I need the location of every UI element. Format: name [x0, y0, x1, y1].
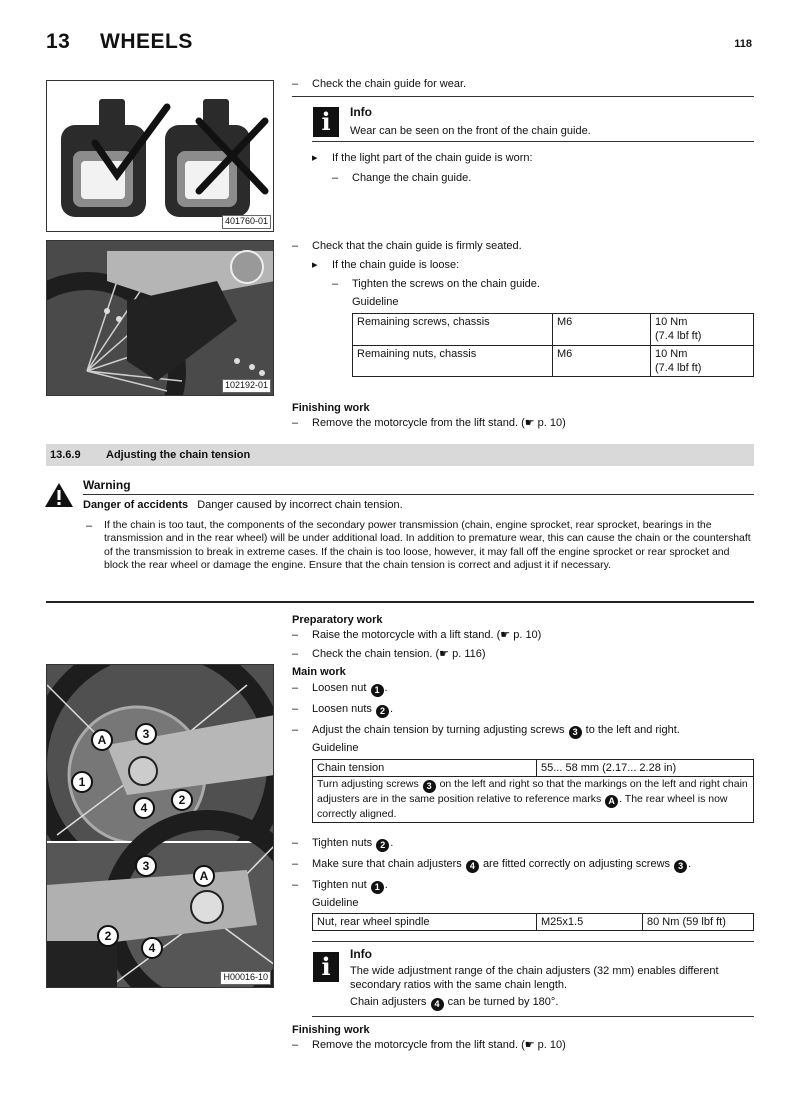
- table-row: [313, 777, 754, 823]
- guideline-label: Guideline: [312, 742, 359, 754]
- table-cell: M6: [553, 345, 651, 377]
- chain-guide-photo: [46, 240, 274, 396]
- divider: [46, 601, 754, 603]
- step-loosen-nut: – Loosen nut 1 .: [292, 682, 388, 695]
- ref-1-icon: 1: [371, 881, 384, 894]
- chain-tension-table: [312, 759, 754, 823]
- table-cell: Remaining nuts, chassis: [353, 345, 553, 377]
- spindle-torque-table: [312, 913, 754, 931]
- table-cell: Nut, rear wheel spindle: [313, 914, 537, 931]
- condition-worn: ▸ If the light part of the chain guide is worn:: [312, 152, 533, 164]
- action-change-chain-guide: – Change the chain guide.: [332, 172, 472, 184]
- finishing-work-label: Finishing work: [292, 402, 370, 414]
- danger-line: [83, 498, 403, 512]
- step-check-chain-tension: – Check the chain tension. (☛ p. 116): [292, 648, 486, 660]
- callout-4: 4: [141, 937, 163, 959]
- ref-1-icon: 1: [371, 684, 384, 697]
- callout-2: 2: [171, 789, 193, 811]
- step-tighten-nuts: – Tighten nuts 2 .: [292, 837, 394, 850]
- chain-guide-illustration: [47, 81, 274, 232]
- callout-a: A: [91, 729, 113, 751]
- main-work-label: Main work: [292, 666, 346, 678]
- guideline-label: Guideline: [352, 296, 399, 308]
- finishing-work-label: Finishing work: [292, 1024, 370, 1036]
- step-adjust-tension: – Adjust the chain tension by turning adjusting screws 3 to the left and right.: [292, 724, 680, 737]
- warning-title: Warning: [83, 478, 131, 492]
- step-tighten-nut: – Tighten nut 1 .: [292, 879, 388, 892]
- preparatory-work-label: Preparatory work: [292, 614, 383, 626]
- table-row: [313, 914, 754, 931]
- table-cell: 10 Nm (7.4 lbf ft): [651, 345, 754, 377]
- chain-guide-wear-figure: [46, 80, 274, 232]
- info-title: Info: [350, 947, 372, 961]
- divider: [312, 141, 754, 142]
- table-cell: Turn adjusting screws 3 on the left and right so that the markings on the left and right chain adjusters are in the same position relative to reference marks A . The rear wheel is now correctly aligned.: [313, 777, 754, 823]
- step-check-chain-guide-wear: – Check the chain guide for wear.: [292, 78, 467, 90]
- info-icon: i: [313, 107, 339, 137]
- callout-3: 3: [135, 723, 157, 745]
- figure-caption: 401760-01: [222, 215, 271, 229]
- ref-3-icon: 3: [674, 860, 687, 873]
- ref-a-icon: A: [605, 795, 618, 808]
- section-title: Adjusting the chain tension: [106, 449, 251, 461]
- table-cell: 80 Nm (59 lbf ft): [643, 914, 754, 931]
- guideline-label: Guideline: [312, 897, 359, 909]
- divider: [312, 1016, 754, 1017]
- ref-4-icon: 4: [431, 998, 444, 1011]
- chain-adjuster-photo: [46, 664, 274, 988]
- section-number: 13.6.9: [50, 449, 81, 461]
- table-cell: M25x1.5: [537, 914, 643, 931]
- danger-text: Danger caused by incorrect chain tension.: [197, 499, 403, 511]
- info-text: Wear can be seen on the front of the chain guide.: [350, 125, 591, 137]
- figure-caption: 102192-01: [222, 379, 271, 393]
- callout-a: A: [193, 865, 215, 887]
- info-text: The wide adjustment range of the chain adjusters (32 mm) enables different secondary ratios with the same chain length.: [350, 965, 719, 992]
- table-cell: Remaining screws, chassis: [353, 314, 553, 346]
- divider: [292, 96, 754, 97]
- figure-caption: H00016-10: [220, 971, 271, 985]
- ref-2-icon: 2: [376, 705, 389, 718]
- warning-icon: [44, 482, 74, 512]
- ref-3-icon: 3: [569, 726, 582, 739]
- callout-1: 1: [71, 771, 93, 793]
- step-check-adjusters: – Make sure that chain adjusters 4 are fitted correctly on adjusting screws 3 .: [292, 858, 692, 871]
- chapter-title: WHEELS: [100, 30, 193, 53]
- danger-label: Danger of accidents: [83, 499, 189, 511]
- ref-3-icon: 3: [423, 780, 436, 793]
- info-text-adjusters: Chain adjusters 4 can be turned by 180°.: [350, 996, 559, 1009]
- action-tighten-screws: – Tighten the screws on the chain guide.: [332, 278, 540, 290]
- warning-body: If the chain is too taut, the components of the secondary power transmission (chain, engine sprocket, rear sprocket, bearings in the transmission and in the rear wheel) will be under additional load. In addition to premature wear, this can cause the chain or the countershaft of the transmission to break in extreme cases. If the chain is too loose, however, it may fall off the engine sprocket or rear sprocket and block the rear wheel or damage the engine. Ensure that the chain tension is correct and adjust it if necessary.: [104, 519, 751, 572]
- condition-loose: ▸ If the chain guide is loose:: [312, 259, 460, 271]
- ref-4-icon: 4: [466, 860, 479, 873]
- divider: [312, 941, 754, 942]
- table-row: [313, 760, 754, 777]
- table-row: [353, 314, 754, 346]
- ref-2-icon: 2: [376, 839, 389, 852]
- info-title: Info: [350, 105, 372, 119]
- table-row: [353, 345, 754, 377]
- callout-2: 2: [97, 925, 119, 947]
- page-number: 118: [734, 38, 752, 50]
- bullet-dash: –: [86, 520, 93, 532]
- table-cell: M6: [553, 314, 651, 346]
- chain-guide-photo-illustration: [47, 241, 274, 396]
- chapter-number: 13: [46, 30, 71, 53]
- step-remove-from-lift: – Remove the motorcycle from the lift stand. (☛ p. 10): [292, 417, 566, 429]
- step-check-chain-guide-seated: – Check that the chain guide is firmly seated.: [292, 240, 522, 252]
- table-cell: 55... 58 mm (2.17... 2.28 in): [537, 760, 754, 777]
- table-cell: Chain tension: [313, 760, 537, 777]
- step-loosen-nuts: – Loosen nuts 2 .: [292, 703, 394, 716]
- chain-adjuster-illustration: [47, 665, 274, 988]
- step-remove-from-lift: – Remove the motorcycle from the lift stand. (☛ p. 10): [292, 1039, 566, 1051]
- divider: [83, 494, 754, 495]
- step-raise-motorcycle: – Raise the motorcycle with a lift stand. (☛ p. 10): [292, 629, 542, 641]
- callout-3: 3: [135, 855, 157, 877]
- table-cell: 10 Nm (7.4 lbf ft): [651, 314, 754, 346]
- callout-4: 4: [133, 797, 155, 819]
- info-icon: i: [313, 952, 339, 982]
- torque-table: [352, 313, 754, 377]
